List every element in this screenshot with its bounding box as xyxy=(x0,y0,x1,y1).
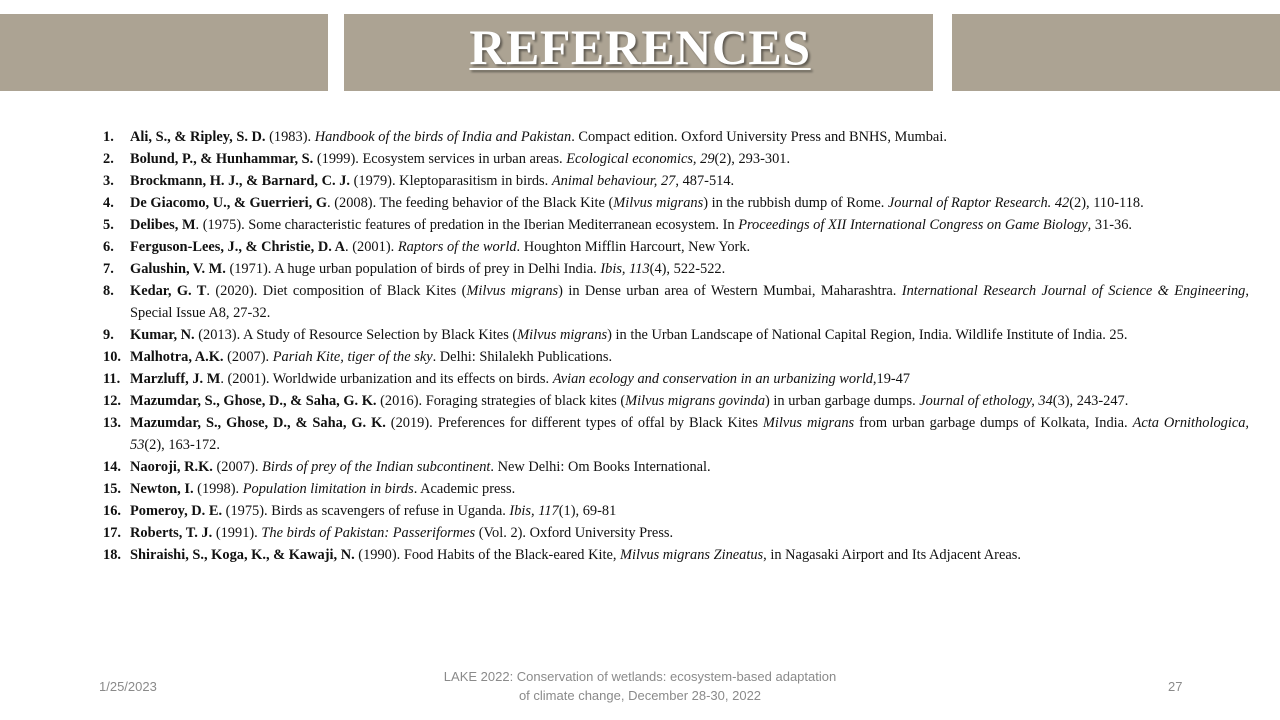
reference-title: Animal behaviour, 27 xyxy=(551,173,676,189)
reference-title: Proceedings of XII International Congress on Game Biology xyxy=(738,217,1088,233)
reference-item xyxy=(103,522,1249,544)
reference-text: . (2001). xyxy=(345,239,398,255)
reference-title: Raptors of the world xyxy=(397,239,517,255)
reference-authors: Naoroji, R.K. xyxy=(130,459,213,475)
reference-title: Birds of prey of the Indian subcontinent xyxy=(262,459,491,475)
reference-text: . (2001). Worldwide urbanization and its effects on birds. xyxy=(220,371,553,387)
reference-title: Milvus migrans govinda xyxy=(625,393,766,409)
reference-number: 13. xyxy=(103,415,121,431)
reference-title: Ibis, 113 xyxy=(600,261,650,277)
reference-text: . Houghton Mifflin Harcourt, New York. xyxy=(516,239,751,255)
reference-title: Milvus migrans xyxy=(466,283,559,299)
reference-title: Handbook of the birds of India and Pakistan xyxy=(314,129,572,145)
reference-number: 5. xyxy=(103,217,114,233)
reference-authors: Roberts, T. J. xyxy=(130,525,213,541)
reference-text: , 31-36. xyxy=(1087,217,1133,233)
reference-text: (1979). Kleptoparasitism in birds. xyxy=(350,173,552,189)
reference-number: 3. xyxy=(103,173,114,189)
reference-item xyxy=(103,390,1249,412)
reference-title: Avian ecology and conservation in an urbanizing world xyxy=(552,371,873,387)
reference-text: , 487-514. xyxy=(675,173,735,189)
reference-text: . (2008). The feeding behavior of the Black Kite ( xyxy=(327,195,614,211)
reference-item xyxy=(103,280,1249,324)
reference-text: (2007). xyxy=(212,459,263,475)
reference-number: 9. xyxy=(103,327,114,343)
reference-text: ) in Dense urban area of Western Mumbai, Maharashtra. xyxy=(558,283,902,299)
reference-item xyxy=(103,368,1249,390)
reference-text: (2013). A Study of Resource Selection by Black Kites ( xyxy=(194,327,518,343)
reference-list xyxy=(103,126,1249,566)
slide-number: 27 xyxy=(1168,679,1183,694)
reference-authors: Mazumdar, S., Ghose, D., & Saha, G. K. xyxy=(130,415,386,431)
reference-text: . Academic press. xyxy=(413,481,516,497)
reference-text: ) in urban garbage dumps. xyxy=(765,393,920,409)
reference-title: Ecological economics, 29 xyxy=(566,151,715,167)
reference-item xyxy=(103,170,1249,192)
reference-authors: Newton, I. xyxy=(130,481,194,497)
reference-number: 14. xyxy=(103,459,121,475)
reference-title: The birds of Pakistan: Passeriformes xyxy=(261,525,476,541)
footer-conference: LAKE 2022: Conservation of wetlands: ecosystem-based adaptation of climate change, December 28-30, 2022 xyxy=(443,669,837,703)
reference-text: (2016). Foraging strategies of black kites ( xyxy=(376,393,626,409)
reference-text: (2019). Preferences for different types of offal by Black Kites xyxy=(385,415,763,431)
reference-number: 12. xyxy=(103,393,121,409)
reference-title: Journal of Raptor Research. 42 xyxy=(887,195,1070,211)
reference-text: ) in the Urban Landscape of National Capital Region, India. Wildlife Institute of India. 25. xyxy=(607,327,1128,343)
reference-authors: Pomeroy, D. E. xyxy=(130,503,223,519)
reference-item xyxy=(103,148,1249,170)
reference-number: 1. xyxy=(103,129,114,145)
reference-item xyxy=(103,412,1249,456)
reference-text: ,19-47 xyxy=(872,371,911,387)
reference-number: 7. xyxy=(103,261,114,277)
reference-title: Ibis, 117 xyxy=(509,503,559,519)
reference-title: Acta Ornithologica, 53 xyxy=(130,415,1250,453)
reference-authors: Mazumdar, S., Ghose, D., & Saha, G. K. xyxy=(130,393,377,409)
reference-text: (1998). xyxy=(193,481,243,497)
reference-text: . New Delhi: Om Books International. xyxy=(490,459,711,475)
reference-number: 18. xyxy=(103,547,121,563)
reference-text: (3), 243-247. xyxy=(1052,393,1129,409)
reference-authors: Galushin, V. M. xyxy=(130,261,226,277)
reference-item xyxy=(103,192,1249,214)
reference-authors: De Giacomo, U., & Guerrieri, G xyxy=(130,195,328,211)
reference-text: (1975). Birds as scavengers of refuse in Uganda. xyxy=(222,503,510,519)
reference-authors: Bolund, P., & Hunhammar, S. xyxy=(130,151,314,167)
reference-item xyxy=(103,478,1249,500)
slide-title: REFERENCES xyxy=(469,19,811,75)
reference-item xyxy=(103,324,1249,346)
reference-title: Population limitation in birds xyxy=(242,481,414,497)
reference-text: , in Nagasaki Airport and Its Adjacent Areas. xyxy=(763,547,1021,563)
reference-authors: Brockmann, H. J., & Barnard, C. J. xyxy=(130,173,351,189)
reference-title: International Research Journal of Science & Engineering xyxy=(901,283,1246,299)
reference-authors: Delibes, M xyxy=(130,217,196,233)
reference-number: 4. xyxy=(103,195,114,211)
reference-text: . (1975). Some characteristic features of predation in the Iberian Mediterranean ecosystem. In xyxy=(195,217,739,233)
reference-item xyxy=(103,500,1249,522)
reference-item xyxy=(103,236,1249,258)
reference-text: (4), 522-522. xyxy=(649,261,726,277)
reference-authors: Kumar, N. xyxy=(130,327,195,343)
reference-item xyxy=(103,346,1249,368)
reference-text: (1971). A huge urban population of birds of prey in Delhi India. xyxy=(225,261,601,277)
reference-number: 16. xyxy=(103,503,121,519)
reference-number: 2. xyxy=(103,151,114,167)
footer-date: 1/25/2023 xyxy=(99,679,157,694)
reference-number: 11. xyxy=(103,371,121,387)
reference-number: 8. xyxy=(103,283,114,299)
reference-title: Milvus migrans Zineatus xyxy=(620,547,764,563)
reference-text: from urban garbage dumps of Kolkata, India. xyxy=(854,415,1133,431)
reference-number: 17. xyxy=(103,525,121,541)
reference-title: Pariah Kite, tiger of the sky xyxy=(272,349,433,365)
reference-text: . Delhi: Shilalekh Publications. xyxy=(432,349,613,365)
reference-text: (1983). xyxy=(265,129,315,145)
reference-authors: Kedar, G. T xyxy=(130,283,207,299)
reference-item xyxy=(103,126,1249,148)
reference-number: 6. xyxy=(103,239,114,255)
reference-text: , Special Issue A8, 27-32. xyxy=(130,283,1249,321)
reference-item xyxy=(103,258,1249,280)
reference-title: Journal of ethology, 34 xyxy=(919,393,1053,409)
reference-title: Milvus migrans xyxy=(762,415,855,431)
reference-authors: Shiraishi, S., Koga, K., & Kawaji, N. xyxy=(130,547,355,563)
reference-item xyxy=(103,214,1249,236)
reference-text: (2), 110-118. xyxy=(1069,195,1144,211)
reference-authors: Ali, S., & Ripley, S. D. xyxy=(130,129,266,145)
reference-text: (2), 293-301. xyxy=(714,151,791,167)
reference-text: (2), 163-172. xyxy=(144,437,220,453)
reference-text: (1), 69-81 xyxy=(558,503,617,519)
reference-number: 10. xyxy=(103,349,121,365)
reference-number: 15. xyxy=(103,481,121,497)
reference-item xyxy=(103,544,1249,566)
reference-text: (1991). xyxy=(212,525,262,541)
reference-authors: Marzluff, J. M xyxy=(130,371,221,387)
reference-authors: Malhotra, A.K. xyxy=(130,349,224,365)
reference-text: (1990). Food Habits of the Black-eared Kite, xyxy=(354,547,621,563)
reference-text: . Compact edition. Oxford University Press and BNHS, Mumbai. xyxy=(571,129,947,145)
reference-item xyxy=(103,456,1249,478)
reference-text: (1999). Ecosystem services in urban areas. xyxy=(313,151,567,167)
reference-title: Milvus migrans xyxy=(613,195,704,211)
reference-text: ) in the rubbish dump of Rome. xyxy=(703,195,888,211)
reference-title: Milvus migrans xyxy=(517,327,608,343)
reference-text: (Vol. 2). Oxford University Press. xyxy=(475,525,674,541)
reference-authors: Ferguson-Lees, J., & Christie, D. A xyxy=(130,239,346,255)
reference-text: . (2020). Diet composition of Black Kites ( xyxy=(206,283,467,299)
reference-text: (2007). xyxy=(223,349,273,365)
